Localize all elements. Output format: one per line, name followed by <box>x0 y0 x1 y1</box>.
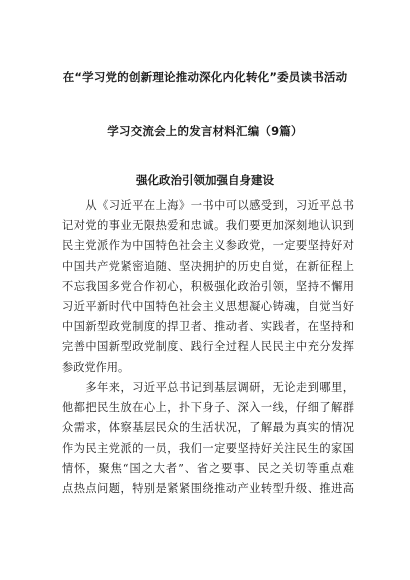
paragraph-1 <box>62 196 354 378</box>
paragraph-line: 记对党的事业无限热爱和忠诚。我们要更加深刻地认识到 <box>62 219 354 233</box>
paragraph-line: 不忘我国多党合作初心，积极强化政治引领，坚持不懈用 <box>62 279 354 293</box>
paragraph-line: 从《习近平在上海》一书中可以感受到，习近平总书 <box>62 199 354 212</box>
paragraph-line: 中国共产党紧密追随、坚决拥护的历史自觉，在新征程上 <box>62 259 354 273</box>
paragraph-line: 他都把民生放在心上，扑下身子、深入一线，仔细了解群 <box>62 401 354 415</box>
paragraph-line: 中国新型政党制度的捍卫者、推动者、实践者，在坚持和 <box>62 320 354 334</box>
paragraph-line: 作为民主党派的一员，我们一定要坚持好关注民生的家国 <box>62 441 354 455</box>
document-title-line-1: 在“学习党的创新理论推动深化内化转化”委员读书活动 <box>62 70 348 84</box>
paragraph-line: 民主党派作为中国特色社会主义参政党，一定要坚持好对 <box>62 239 354 253</box>
paragraph-2 <box>62 378 354 499</box>
document-title-line-2: 学习交流会上的发言材料汇编（9篇） <box>107 124 303 138</box>
paragraph-line: 多年来，习近平总书记到基层调研，无论走到哪里， <box>62 381 354 394</box>
section-heading: 强化政治引领加强自身建设 <box>136 173 274 187</box>
paragraph-line: 习近平新时代中国特色社会主义思想凝心铸魂，自觉当好 <box>62 299 354 313</box>
paragraph-line: 情怀，聚焦“国之大者”、省之要事、民之关切等重点难 <box>62 461 354 475</box>
paragraph-line: 点热点问题，特别是紧紧围绕推动产业转型升级、推进高 <box>62 481 354 495</box>
paragraph-line: 众需求，体察基层民众的生活状况，了解最为真实的情况 <box>62 421 354 435</box>
paragraph-line: 完善中国新型政党制度、践行全过程人民民主中充分发挥 <box>62 340 354 354</box>
paragraph-line: 参政党作用。 <box>62 360 130 374</box>
